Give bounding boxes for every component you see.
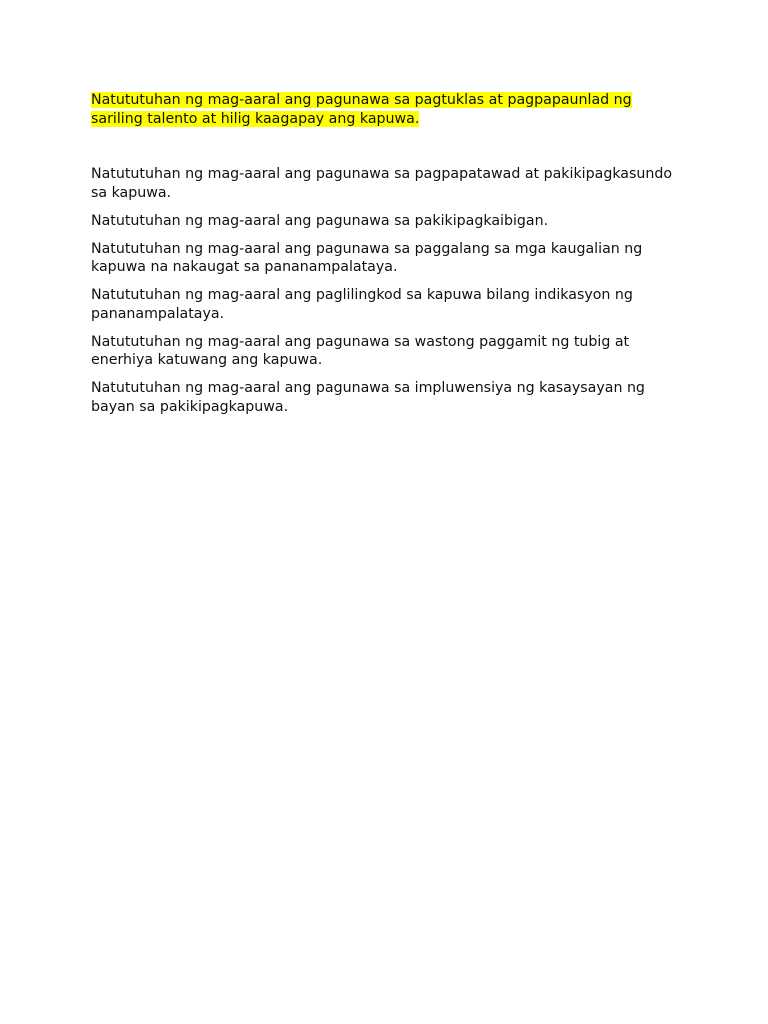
paragraph-5: Natututuhan ng mag-aaral ang pagunawa sa wastong paggamit ng tubig at enerhiya katuwang ang kapuwa. (91, 333, 630, 368)
paragraph-6: Natututuhan ng mag-aaral ang pagunawa sa impluwensiya ng kasaysayan ng bayan sa pakikipagkapuwa. (91, 380, 645, 415)
paragraph-2: Natututuhan ng mag-aaral ang pagunawa sa pakikipagkaibigan. (91, 212, 549, 229)
paragraph-3: Natututuhan ng mag-aaral ang pagunawa sa paggalang sa mga kaugalian ng kapuwa na nakaugat sa pananampalataya. (91, 240, 643, 275)
paragraph-1: Natututuhan ng mag-aaral ang pagunawa sa pagpapatawad at pakikipagkasundo sa kapuwa. (91, 166, 673, 201)
paragraph-4: Natututuhan ng mag-aaral ang paglilingkod sa kapuwa bilang indikasyon ng pananampalataya. (91, 287, 633, 322)
document-body (91, 91, 681, 426)
highlighted-paragraph (91, 91, 681, 128)
highlighted-text: Natututuhan ng mag-aaral ang pagunawa sa pagtuklas at pagpapaunlad ng sariling talento at hilig kaagapay ang kapuwa. (91, 92, 632, 127)
